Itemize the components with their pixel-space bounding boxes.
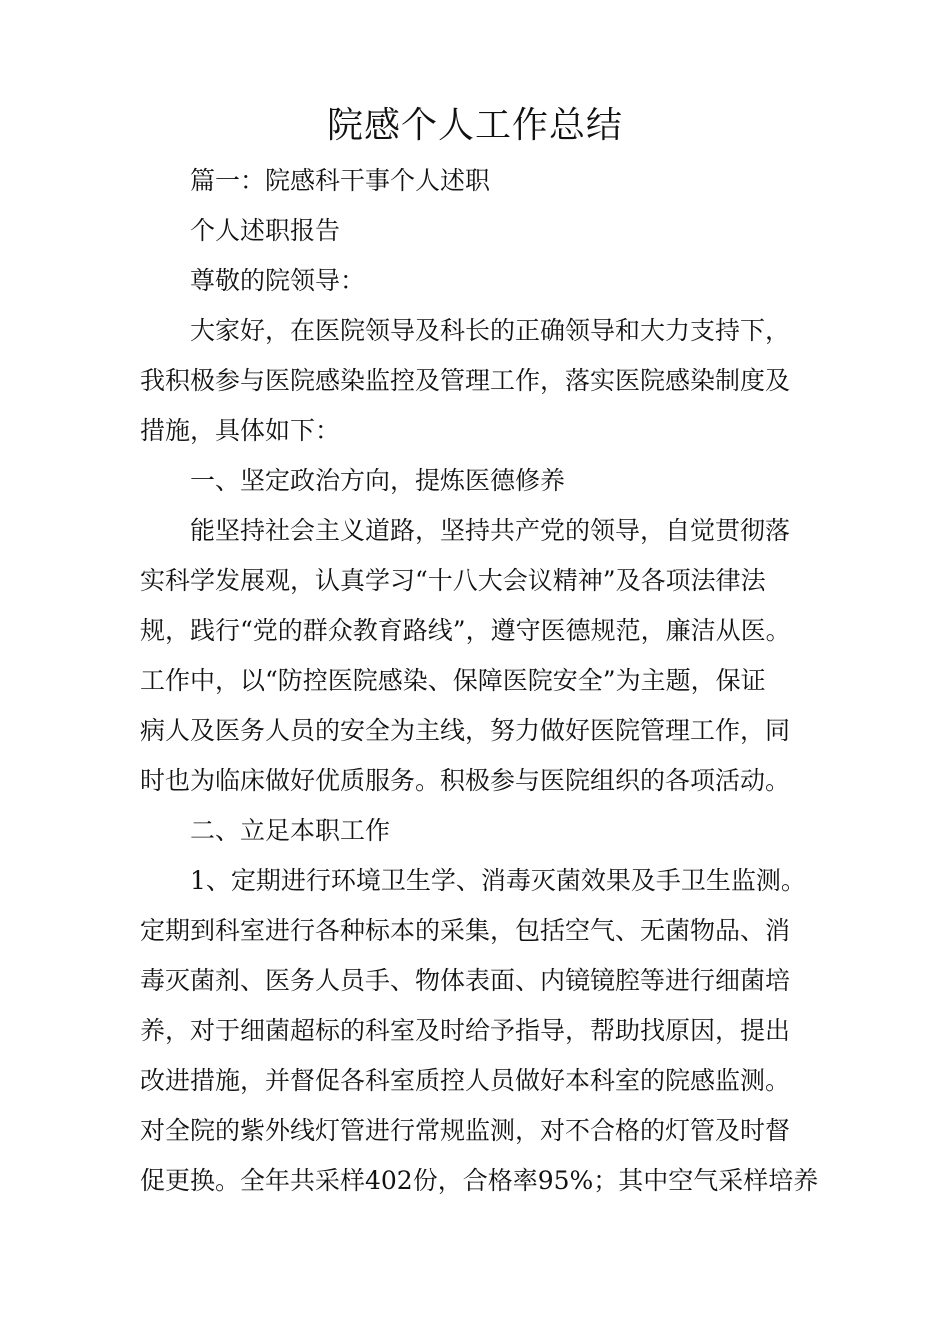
- paragraph-line: 改进措施，并督促各科室质控人员做好本科室的院感监测。: [140, 1066, 791, 1095]
- paragraph-line: 大家好，在医院领导及科长的正确领导和大力支持下，: [190, 316, 791, 345]
- paragraph-line: 养，对于细菌超标的科室及时给予指导，帮助找原因，提出: [140, 1016, 791, 1045]
- section-heading: 二、立足本职工作: [190, 816, 391, 845]
- paragraph-line: 定期到科室进行各种标本的采集，包括空气、无菌物品、消: [140, 916, 791, 945]
- paragraph-line: 对全院的紫外线灯管进行常规监测，对不合格的灯管及时督: [140, 1116, 791, 1145]
- paragraph-line: 我积极参与医院感染监控及管理工作，落实医院感染制度及: [140, 366, 791, 395]
- section-heading: 篇一：院感科干事个人述职: [190, 166, 491, 195]
- paragraph-line: 促更换。全年共采样402份，合格率95%；其中空气采样培养: [140, 1166, 819, 1195]
- paragraph-line: 毒灭菌剂、医务人员手、物体表面、内镜镜腔等进行细菌培: [140, 966, 791, 995]
- paragraph-line: 工作中，以“防控医院感染、保障医院安全”为主题，保证: [140, 666, 766, 695]
- salutation: 尊敬的院领导：: [190, 266, 366, 295]
- paragraph-line: 病人及医务人员的安全为主线，努力做好医院管理工作，同: [140, 716, 791, 745]
- paragraph-line: 时也为临床做好优质服务。积极参与医院组织的各项活动。: [140, 766, 791, 795]
- section-heading: 一、坚定政治方向，提炼医德修养: [190, 466, 566, 495]
- paragraph-line: 实科学发展观，认真学习“十八大会议精神”及各项法律法: [140, 566, 766, 595]
- subheading: 个人述职报告: [190, 216, 341, 245]
- paragraph-line: 规，践行“党的群众教育路线”，遵守医德规范，廉洁从医。: [140, 616, 791, 645]
- paragraph-line: 1、定期进行环境卫生学、消毒灭菌效果及手卫生监测。: [190, 866, 806, 895]
- document-title: 院感个人工作总结: [326, 105, 623, 146]
- paragraph-line: 措施，具体如下：: [140, 416, 341, 445]
- paragraph-line: 能坚持社会主义道路，坚持共产党的领导，自觉贯彻落: [190, 516, 791, 545]
